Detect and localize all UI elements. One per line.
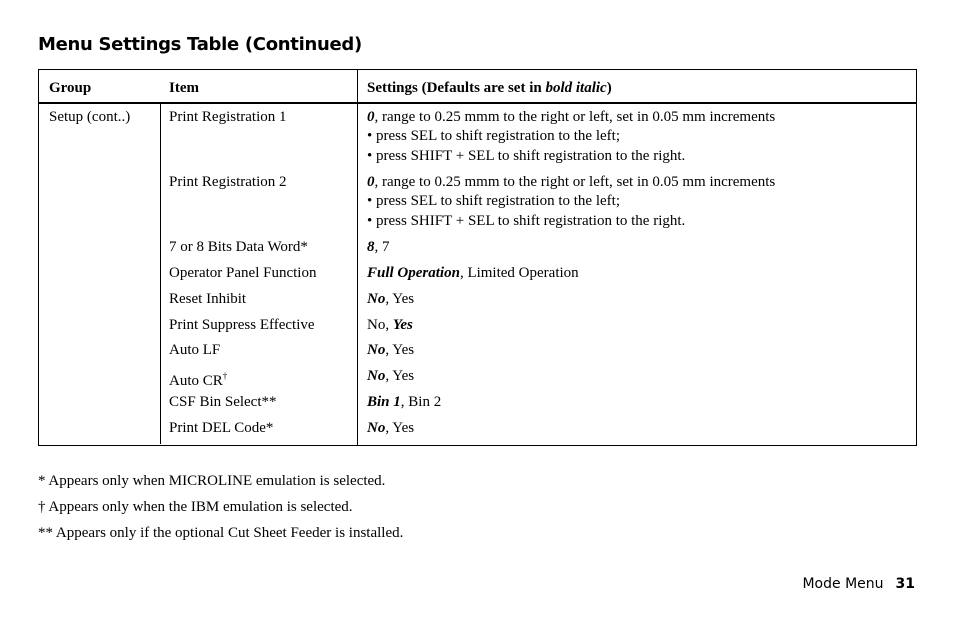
settings-bullet: • press SHIFT + SEL to shift registration to the right. (367, 213, 686, 229)
column-divider-item (160, 104, 161, 444)
item-cell: CSF Bin Select** (169, 394, 277, 410)
settings-cell: 0, range to 0.25 mmm to the right or left, set in 0.05 mm increments (367, 174, 776, 190)
settings-cell: No, Yes (367, 342, 415, 358)
settings-cell: Full Operation, Limited Operation (367, 265, 579, 281)
settings-cell: No, Yes (367, 420, 415, 436)
settings-cell: No, Yes (367, 291, 415, 307)
column-divider-settings (357, 70, 358, 445)
item-cell: Auto LF (169, 342, 221, 358)
settings-cell: Bin 1, Bin 2 (367, 394, 442, 410)
item-cell: Auto CR† (169, 371, 228, 389)
header-settings: Settings (Defaults are set in bold italic) (367, 80, 612, 96)
footnote: * Appears only when MICROLINE emulation is selected. (38, 473, 386, 489)
item-cell: Print Registration 2 (169, 174, 287, 190)
page-title: Menu Settings Table (Continued) (38, 34, 362, 55)
settings-cell: No, Yes (367, 368, 415, 384)
item-cell: Print Registration 1 (169, 109, 287, 125)
footer-section-name: Mode Menu (802, 576, 884, 592)
settings-bullet: • press SEL to shift registration to the left; (367, 128, 620, 144)
footnote: † Appears only when the IBM emulation is selected. (38, 499, 353, 515)
settings-bullet: • press SHIFT + SEL to shift registration to the right. (367, 148, 686, 164)
menu-settings-table (38, 69, 917, 446)
item-cell: Print DEL Code* (169, 420, 274, 436)
item-cell: Operator Panel Function (169, 265, 317, 281)
header-item: Item (169, 80, 199, 96)
footnote: ** Appears only if the optional Cut Sheet Feeder is installed. (38, 525, 404, 541)
table-header-row (39, 70, 916, 104)
settings-cell: 8, 7 (367, 239, 390, 255)
item-cell: Print Suppress Effective (169, 317, 315, 333)
settings-cell: 0, range to 0.25 mmm to the right or left, set in 0.05 mm increments (367, 109, 776, 125)
page-number: 31 (895, 576, 915, 592)
group-cell: Setup (cont..) (49, 109, 131, 125)
item-cell: Reset Inhibit (169, 291, 247, 307)
settings-cell: No, Yes (367, 317, 413, 333)
header-group: Group (49, 80, 92, 96)
page-footer (802, 576, 915, 592)
item-cell: 7 or 8 Bits Data Word* (169, 239, 308, 255)
settings-bullet: • press SEL to shift registration to the left; (367, 193, 620, 209)
